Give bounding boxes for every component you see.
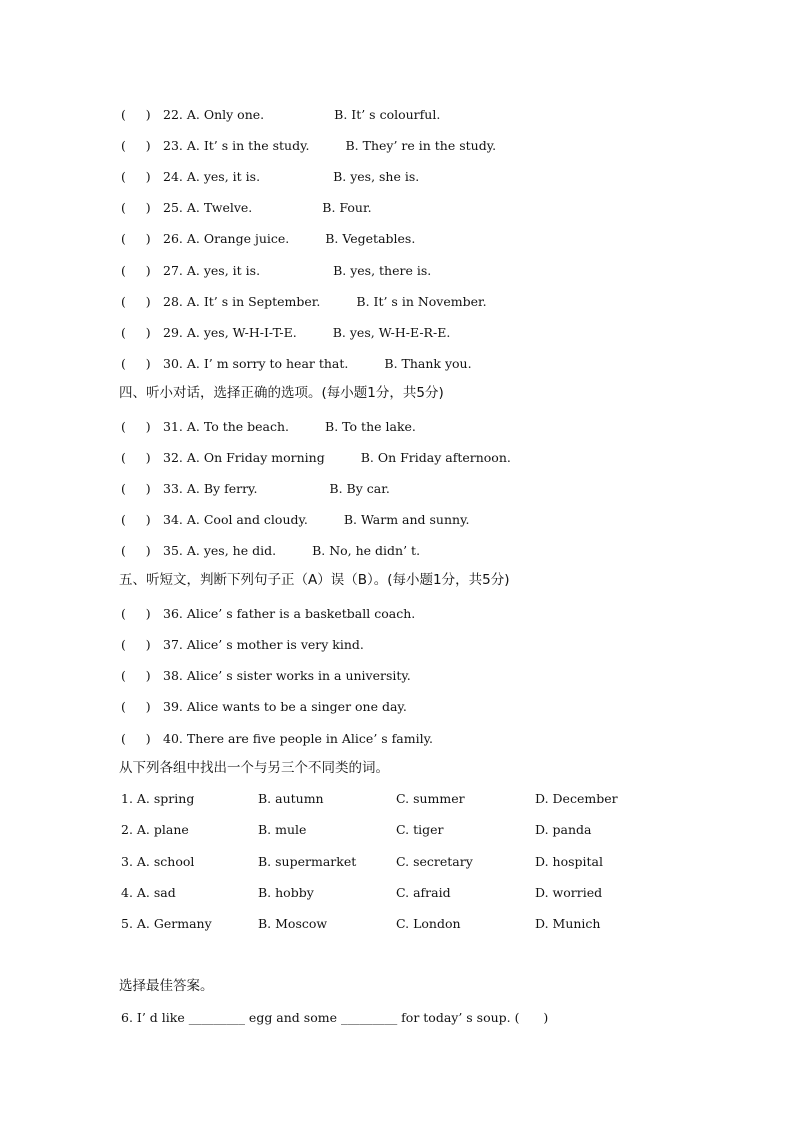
- option-b: B. Thank you.: [384, 356, 472, 371]
- question-number: 30.: [163, 356, 183, 371]
- question-6: 6. I’ d like _________ egg and some _________ for today’ s soup. ( ): [121, 1010, 549, 1025]
- question-32: [121, 450, 511, 466]
- question-24: [121, 169, 419, 185]
- question-34: [121, 512, 469, 528]
- option-a: A. On Friday morning: [186, 450, 325, 465]
- option-b: B. yes, there is.: [333, 263, 432, 278]
- question-23: [121, 138, 496, 154]
- option-b: B. supermarket: [258, 854, 357, 869]
- question-number: 39.: [163, 699, 183, 714]
- question-number: 36.: [163, 606, 183, 621]
- answer-blank: ( ): [121, 169, 151, 184]
- option-a: A. yes, he did.: [186, 543, 277, 558]
- option-b: B. Vegetables.: [325, 231, 416, 246]
- question-number: 33.: [163, 481, 183, 496]
- option-a: A. yes, it is.: [186, 169, 261, 184]
- answer-blank: ( ): [121, 325, 151, 340]
- option-c: C. afraid: [396, 885, 451, 900]
- question-31: [121, 419, 416, 435]
- question-number: 22.: [163, 107, 183, 122]
- answer-blank: ( ): [121, 356, 151, 371]
- answer-blank: ( ): [121, 450, 151, 465]
- option-b: B. Warm and sunny.: [343, 512, 470, 527]
- question-number: 29.: [163, 325, 183, 340]
- question-28: [121, 294, 487, 310]
- question-26: [121, 231, 415, 247]
- option-a: 2. A. plane: [121, 822, 189, 837]
- question-25: [121, 200, 372, 216]
- question-number: 37.: [163, 637, 183, 652]
- option-d: D. Munich: [535, 916, 601, 931]
- option-b: B. No, he didn’ t.: [312, 543, 421, 558]
- option-a: 4. A. sad: [121, 885, 176, 900]
- odd-one-out-heading: 从下列各组中找出一个与另三个不同类的词。: [119, 760, 389, 776]
- question-number: 24.: [163, 169, 183, 184]
- option-d: D. worried: [535, 885, 603, 900]
- answer-blank: ( ): [121, 200, 151, 215]
- option-a: A. Orange juice.: [186, 231, 290, 246]
- question-29: [121, 325, 450, 341]
- answer-blank: ( ): [121, 107, 151, 122]
- option-b: B. yes, W-H-E-R-E.: [332, 325, 451, 340]
- question-number: 31.: [163, 419, 183, 434]
- answer-blank: ( ): [121, 543, 151, 558]
- section-5-heading: 五、听短文，判断下列句子正（A）误（B）。(每小题1分，共5分): [119, 572, 510, 588]
- answer-blank: ( ): [121, 481, 151, 496]
- option-b: B. yes, she is.: [333, 169, 420, 184]
- answer-blank: ( ): [121, 138, 151, 153]
- option-a: A. By ferry.: [186, 481, 258, 496]
- option-b: B. On Friday afternoon.: [360, 450, 511, 465]
- statement-text: Alice wants to be a singer one day.: [186, 699, 407, 714]
- question-number: 32.: [163, 450, 183, 465]
- option-b: B. It’ s colourful.: [334, 107, 441, 122]
- question-number: 38.: [163, 668, 183, 683]
- statement-text: Alice’ s mother is very kind.: [186, 637, 364, 652]
- option-b: B. Moscow: [258, 916, 328, 931]
- question-37: [121, 637, 364, 653]
- question-38: [121, 668, 411, 684]
- question-36: [121, 606, 415, 622]
- option-b: B. By car.: [329, 481, 390, 496]
- answer-blank: ( ): [121, 512, 151, 527]
- option-a: A. Twelve.: [186, 200, 253, 215]
- question-number: 34.: [163, 512, 183, 527]
- answer-blank: ( ): [121, 294, 151, 309]
- option-a: A. I’ m sorry to hear that.: [186, 356, 349, 371]
- option-a: 3. A. school: [121, 854, 195, 869]
- answer-blank: ( ): [121, 263, 151, 278]
- option-b: B. hobby: [258, 885, 314, 900]
- answer-blank: ( ): [121, 731, 151, 746]
- question-22: [121, 107, 440, 123]
- option-b: B. They’ re in the study.: [345, 138, 497, 153]
- best-answer-heading: 选择最佳答案。: [119, 978, 214, 994]
- option-a: A. yes, it is.: [186, 263, 261, 278]
- question-number: 25.: [163, 200, 183, 215]
- question-40: [121, 731, 433, 747]
- question-number: 23.: [163, 138, 183, 153]
- answer-blank: ( ): [121, 637, 151, 652]
- answer-blank: ( ): [121, 606, 151, 621]
- question-number: 40.: [163, 731, 183, 746]
- answer-blank: ( ): [121, 419, 151, 434]
- option-a: A. Only one.: [186, 107, 265, 122]
- statement-text: Alice’ s father is a basketball coach.: [186, 606, 416, 621]
- question-35: [121, 543, 420, 559]
- option-b: B. Four.: [322, 200, 372, 215]
- option-c: C. London: [396, 916, 461, 931]
- option-a: A. It’ s in September.: [186, 294, 321, 309]
- statement-text: There are five people in Alice’ s family.: [186, 731, 433, 746]
- question-27: [121, 263, 431, 279]
- question-number: 27.: [163, 263, 183, 278]
- option-a: A. To the beach.: [186, 419, 290, 434]
- option-a: A. yes, W-H-I-T-E.: [186, 325, 297, 340]
- question-number: 35.: [163, 543, 183, 558]
- answer-blank: ( ): [121, 699, 151, 714]
- question-number: 28.: [163, 294, 183, 309]
- answer-blank: ( ): [121, 231, 151, 246]
- option-a: 1. A. spring: [121, 791, 195, 806]
- option-b: B. mule: [258, 822, 307, 837]
- option-d: D. panda: [535, 822, 592, 837]
- option-b: B. It’ s in November.: [356, 294, 487, 309]
- question-39: [121, 699, 407, 715]
- option-b: B. autumn: [258, 791, 324, 806]
- statement-text: Alice’ s sister works in a university.: [186, 668, 411, 683]
- option-a: A. Cool and cloudy.: [186, 512, 308, 527]
- option-c: C. secretary: [396, 854, 473, 869]
- option-c: C. summer: [396, 791, 465, 806]
- answer-blank: ( ): [121, 668, 151, 683]
- option-a: A. It’ s in the study.: [186, 138, 310, 153]
- question-number: 26.: [163, 231, 183, 246]
- section-4-heading: 四、听小对话，选择正确的选项。(每小题1分，共5分): [119, 385, 444, 401]
- question-30: [121, 356, 472, 372]
- option-a: 5. A. Germany: [121, 916, 212, 931]
- question-33: [121, 481, 390, 497]
- option-d: D. hospital: [535, 854, 603, 869]
- option-d: D. December: [535, 791, 618, 806]
- option-c: C. tiger: [396, 822, 444, 837]
- option-b: B. To the lake.: [325, 419, 416, 434]
